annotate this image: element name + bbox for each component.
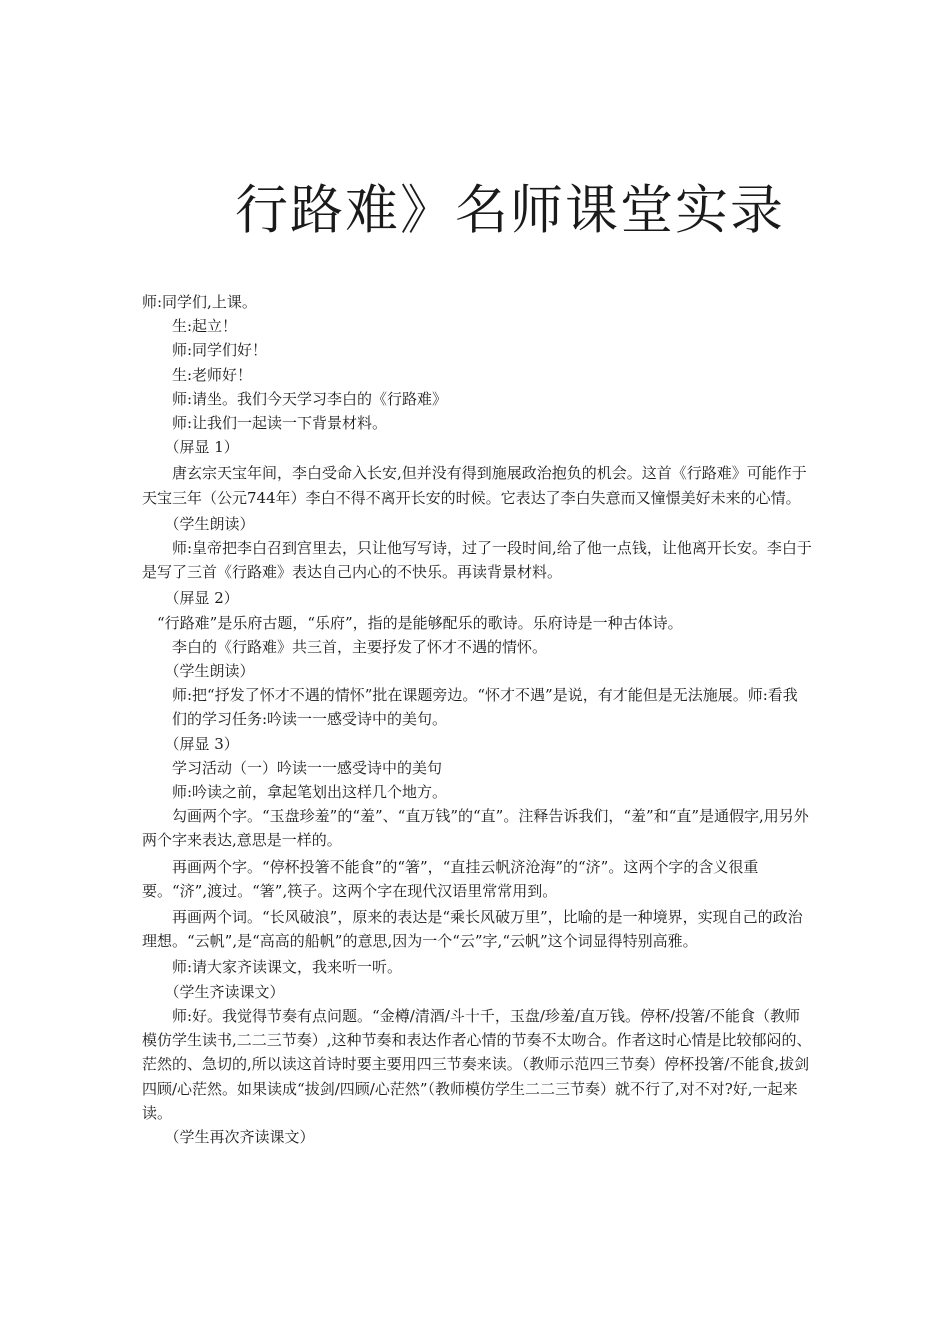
paragraph: 师:把“抒发了怀才不遇的情怀”批在课题旁边。“怀才不遇”是说，有才能但是无法施展。师:看我们的学习任务:吟读一一感受诗中的美句。 — [172, 686, 798, 729]
paragraph: 师:同学们,上课。 — [142, 293, 257, 311]
paragraph: 师:请大家齐读课文，我来听一听。 — [172, 958, 403, 977]
paragraph: （屏显 1） — [164, 438, 239, 457]
paragraph: （学生朗读） — [164, 662, 255, 681]
paragraph: 师:同学们好！ — [172, 341, 268, 360]
paragraph: 再画两个词。“长风破浪”，原来的表达是“乘长风破万里”，比喻的是一种境界，实现自己的政治理想。“云帆”,是“高高的船帆”的意思,因为一个“云”字,“云帆”这个词显得特别高雅。 — [142, 908, 803, 951]
paragraph: 勾画两个字。“玉盘珍羞”的“羞”、“直万钱”的“直”。注释告诉我们，“羞”和“直”是通假字,用另外两个字来表达,意思是一样的。 — [142, 807, 809, 850]
paragraph: 师:好。我觉得节奏有点问题。“金樽/清酒/斗十千，玉盘/珍羞/直万钱。停杯/投箸/不能食（教师模仿学生读书,二二三节奏）,这种节奏和表达作者心情的节奏不太吻合。作者这时心情是比较郁闷的、茫然的、急切的,所以读这首诗时要主要用四三节奏来读。（教师示范四三节奏）停杯投箸/不能食,拔剑四顾/心茫然。如果读成“拔剑/四顾/心茫然”（教师模仿学生二二三节奏）就不行了,对不对?好,一起来读。 — [142, 1006, 812, 1122]
paragraph: （屏显 2） — [164, 589, 239, 608]
paragraph: 师:让我们一起读一下背景材料。 — [172, 414, 388, 433]
paragraph: 学习活动（一）吟读一一感受诗中的美句 — [172, 758, 443, 777]
paragraph: 师:皇帝把李白召到宫里去，只让他写写诗，过了一段时间,给了他一点钱，让他离开长安。李白于是写了三首《行路难》表达自己内心的不快乐。再读背景材料。 — [142, 539, 812, 582]
paragraph: 生:老师好！ — [172, 365, 253, 384]
paragraph: 唐玄宗天宝年间，李白受命入长安,但并没有得到施展政治抱负的机会。这首《行路难》可能作于天宝三年（公元744年）李白不得不离开长安的时候。它表达了李白失意而又憧憬美好未来的心情。 — [142, 464, 807, 507]
paragraph: 师:请坐。我们今天学习李白的《行路难》 — [172, 389, 448, 408]
paragraph: “行路难”是乐府古题，“乐府”，指的是能够配乐的歌诗。乐府诗是一种古体诗。 — [157, 613, 683, 632]
paragraph: （学生朗读） — [164, 514, 255, 533]
page-title: 行路难》名师课堂实录 — [235, 179, 785, 241]
paragraph: 师:吟读之前，拿起笔划出这样几个地方。 — [172, 783, 448, 802]
paragraph: 再画两个字。“停杯投箸不能食”的“箸”，“直挂云帆济沧海”的“济”。这两个字的含义很重要。“济”,渡过。“箸”,筷子。这两个字在现代汉语里常常用到。 — [142, 857, 759, 900]
paragraph: 李白的《行路难》共三首，主要抒发了怀才不遇的情怀。 — [172, 637, 548, 656]
document-body — [142, 290, 812, 1149]
paragraph: （屏显 3） — [164, 734, 239, 753]
paragraph: 生:起立！ — [172, 317, 238, 336]
paragraph: （学生齐读课文） — [164, 982, 285, 1001]
paragraph: （学生再次齐读课文） — [164, 1127, 315, 1146]
